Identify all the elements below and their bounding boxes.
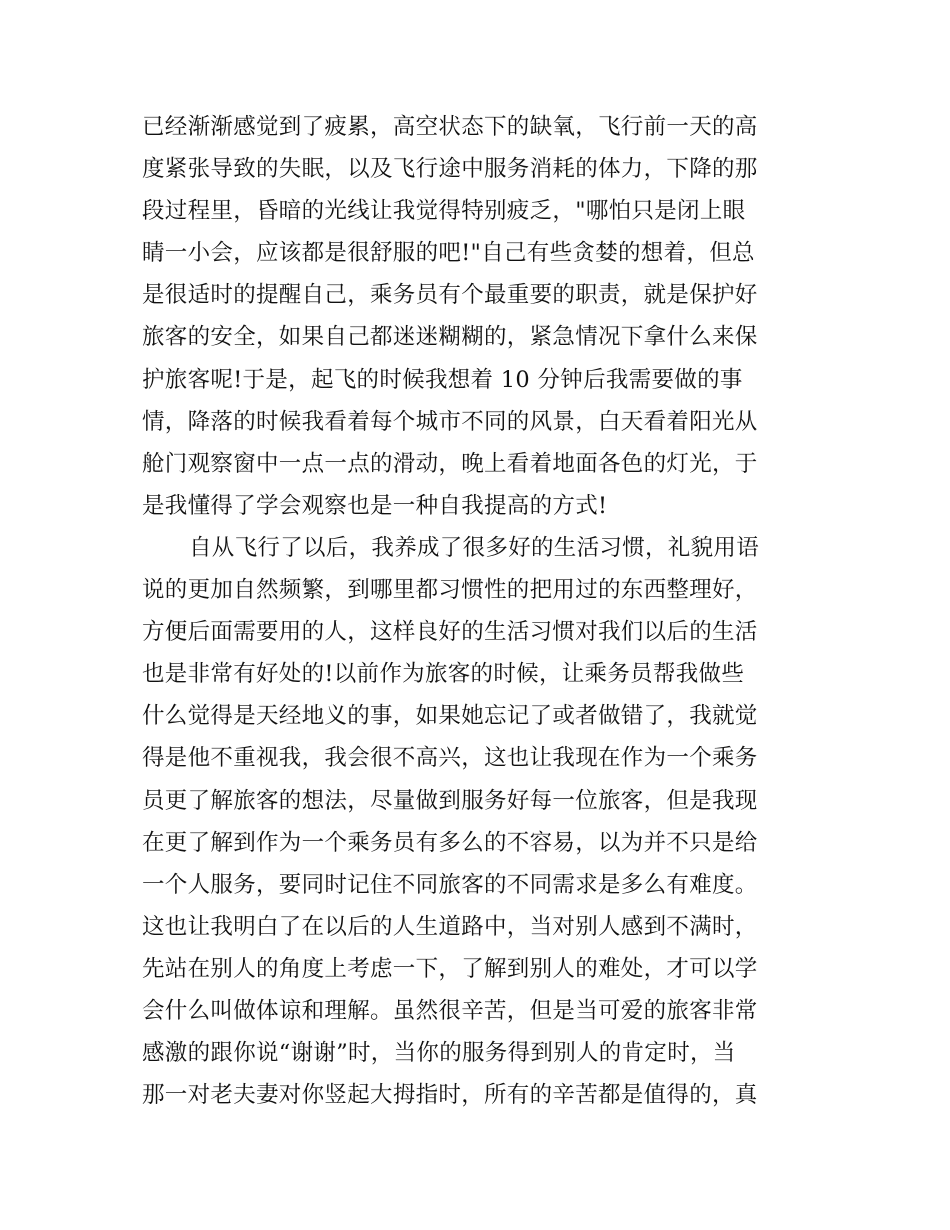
text-line: 旅客的安全，如果自己都迷迷糊糊的，紧急情况下拿什么来保 [142,324,758,351]
text-line: 也是非常有好处的!以前作为旅客的时候，让乘务员帮我做些 [142,661,745,688]
text-line: 已经渐渐感觉到了疲累，高空状态下的缺氧，飞行前一天的高 [142,114,758,140]
text-line: 是我懂得了学会观察也是一种自我提高的方式! [142,492,608,519]
text-line: 方便后面需要用的人，这样良好的生活习惯对我们以后的生活 [142,619,758,646]
text-line: 这也让我明白了在以后的人生道路中，当对别人感到不满时， [142,913,758,940]
text-line: 说的更加自然频繁，到哪里都习惯性的把用过的东西整理好， [142,577,758,604]
text-line: 员更了解旅客的想法，尽量做到服务好每一位旅客，但是我现 [142,787,758,814]
text-line: 段过程里，昏暗的光线让我觉得特别疲乏，"哪怕只是闭上眼 [142,198,746,225]
text-line: 得是他不重视我，我会很不高兴，这也让我现在作为一个乘务 [142,745,758,772]
text-line: 护旅客呢!于是，起飞的时候我想着 10 分钟后我需要做的事 [142,366,743,393]
text-line: 那一对老夫妻对你竖起大拇指时，所有的辛苦都是值得的，真 [142,1082,758,1109]
text-line: 会什么叫做体谅和理解。虽然很辛苦，但是当可爱的旅客非常 [142,997,758,1024]
body-text [142,106,822,1116]
text-line: 情，降落的时候我看着每个城市不同的风景，白天看着阳光从 [142,408,758,435]
text-line: 一个人服务，要同时记住不同旅客的不同需求是多么有难度。 [142,871,758,898]
text-line: 感激的跟你说“谢谢”时，当你的服务得到别人的肯定时，当 [142,1040,736,1067]
text-line: 什么觉得是天经地义的事，如果她忘记了或者做错了，我就觉 [142,703,758,730]
text-line: 睛一小会，应该都是很舒服的吧!"自己有些贪婪的想着，但总 [142,240,755,267]
text-line: 先站在别人的角度上考虑一下，了解到别人的难处，才可以学 [142,955,758,982]
text-line: 是很适时的提醒自己，乘务员有个最重要的职责，就是保护好 [142,282,758,309]
text-line: 在更了解到作为一个乘务员有多么的不容易，以为并不只是给 [142,829,758,856]
text-line: 舱门观察窗中一点一点的滑动，晚上看着地面各色的灯光，于 [142,450,758,477]
text-line: 度紧张导致的失眠，以及飞行途中服务消耗的体力，下降的那 [142,156,758,183]
text-line: 自从飞行了以后，我养成了很多好的生活习惯，礼貌用语 [189,534,760,561]
